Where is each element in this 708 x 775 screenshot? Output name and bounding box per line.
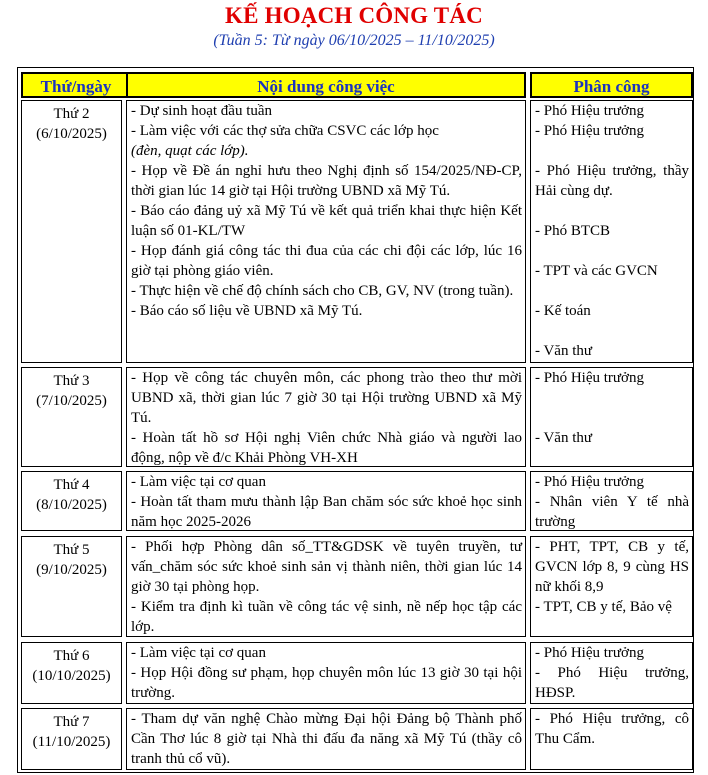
day-date: (8/10/2025) (36, 497, 107, 513)
header-assign: Phân công (530, 72, 693, 98)
header-content: Nội dung công việc (126, 72, 526, 98)
table-row-assign (530, 536, 693, 637)
assignee: - TPT và các GVCN (535, 263, 658, 279)
table-row-day (21, 367, 122, 467)
table-row-content (126, 100, 526, 363)
table-row-assign (530, 708, 693, 770)
day-label: Thứ 3 (53, 373, 90, 389)
task-item: - Làm việc với các thợ sửa chữa CSVC các lớp học (131, 123, 439, 139)
assignee: - TPT, CB y tế, Bảo vệ (535, 599, 672, 615)
assignee: - Phó Hiệu trưởng (535, 645, 644, 661)
table-row-content (126, 367, 526, 467)
assignee: - Kế toán (535, 303, 591, 319)
day-label: Thứ 7 (53, 714, 90, 730)
assignee: - Phó Hiệu trưởng (535, 123, 644, 139)
day-label: Thứ 4 (53, 477, 90, 493)
table-row-content (126, 536, 526, 637)
task-item: - Họp đánh giá công tác thi đua của các chi đội các lớp, lúc 16 giờ tại phòng giáo viên. (131, 243, 522, 279)
table-row-content (126, 642, 526, 704)
table-row-assign (530, 367, 693, 467)
assignee: - Phó Hiệu trưởng (535, 103, 644, 119)
task-item: - Làm việc tại cơ quan (131, 645, 266, 661)
task-item: - Tham dự văn nghệ Chào mừng Đại hội Đảng bộ Thành phố Cần Thơ lúc 8 giờ tại Nhà thi đấu đa năng xã Mỹ Tú (thầy cô tranh thủ cổ vũ). (131, 711, 522, 767)
table-row-day (21, 642, 122, 704)
task-item-note: (đèn, quạt các lớp). (131, 143, 249, 159)
table-row-content (126, 708, 526, 770)
task-item: - Kiểm tra định kì tuần về công tác vệ sinh, nề nếp học tập các lớp. (131, 599, 522, 635)
week-subtitle: (Tuần 5: Từ ngày 06/10/2025 – 11/10/2025) (213, 32, 495, 49)
task-item: - Hoàn tất tham mưu thành lập Ban chăm sóc sức khoẻ học sinh năm học 2025-2026 (131, 494, 522, 530)
assignee: - Phó Hiệu trưởng, HĐSP. (535, 665, 689, 701)
assignee: - PHT, TPT, CB y tế, GVCN lớp 8, 9 cùng HS nữ khối 8,9 (535, 539, 689, 595)
assignee: - Nhân viên Y tế nhà trường (535, 494, 689, 530)
table-row-day (21, 100, 122, 363)
table-row-assign (530, 100, 693, 363)
task-item: - Họp về công tác chuyên môn, các phong trào theo thư mời UBND xã, thời gian lúc 7 giờ 30 tại Hội trường UBND xã Mỹ Tú. (131, 370, 522, 426)
table-row-assign (530, 642, 693, 704)
task-item: - Báo cáo số liệu về UBND xã Mỹ Tú. (131, 303, 363, 319)
day-date: (6/10/2025) (36, 126, 107, 142)
task-item: - Báo cáo đảng uỷ xã Mỹ Tú về kết quả triển khai thực hiện Kết luận số 01-KL/TW (131, 203, 522, 239)
day-date: (7/10/2025) (36, 393, 107, 409)
day-label: Thứ 6 (53, 648, 90, 664)
assignee: - Phó Hiệu trưởng, thầy Hải cùng dự. (535, 163, 689, 199)
day-label: Thứ 5 (53, 542, 90, 558)
task-item: - Dự sinh hoạt đầu tuần (131, 103, 273, 119)
table-row-day (21, 536, 122, 637)
assignee: - Phó BTCB (535, 223, 611, 239)
assignee: - Văn thư (535, 343, 593, 359)
day-date: (10/10/2025) (32, 668, 111, 684)
table-row-content (126, 471, 526, 531)
assignee: - Văn thư (535, 430, 593, 446)
task-item: - Họp Hội đồng sư phạm, họp chuyên môn lúc 13 giờ 30 tại hội trường. (131, 665, 522, 701)
task-item: - Họp về Đề án nghỉ hưu theo Nghị định số 154/2025/NĐ-CP, thời gian lúc 14 giờ tại Hội trường UBND xã Mỹ Tú. (131, 163, 522, 199)
table-row-day (21, 708, 122, 770)
task-item: - Hoàn tất hồ sơ Hội nghị Viên chức Nhà giáo và người lao động, nộp về đ/c Khải Phòng VH-XH (131, 430, 522, 466)
day-date: (9/10/2025) (36, 562, 107, 578)
task-item: - Thực hiện về chế độ chính sách cho CB, GV, NV (trong tuần). (131, 283, 514, 299)
task-item: - Làm việc tại cơ quan (131, 474, 266, 490)
table-row-day (21, 471, 122, 531)
page-title: KẾ HOẠCH CÔNG TÁC (225, 3, 483, 28)
day-label: Thứ 2 (53, 106, 90, 122)
day-date: (11/10/2025) (32, 734, 111, 750)
assignee: - Phó Hiệu trưởng (535, 370, 644, 386)
task-item: - Phối hợp Phòng dân số_TT&GDSK về tuyên truyền, tư vấn_chăm sóc sức khoẻ sinh sản vị thành niên, thời gian lúc 14 giờ 30 tại phòng họp. (131, 539, 522, 595)
header-day: Thứ/ngày (21, 72, 131, 98)
assignee: - Phó Hiệu trưởng, cô Thu Cẩm. (535, 711, 689, 747)
assignee: - Phó Hiệu trưởng (535, 474, 644, 490)
table-row-assign (530, 471, 693, 531)
